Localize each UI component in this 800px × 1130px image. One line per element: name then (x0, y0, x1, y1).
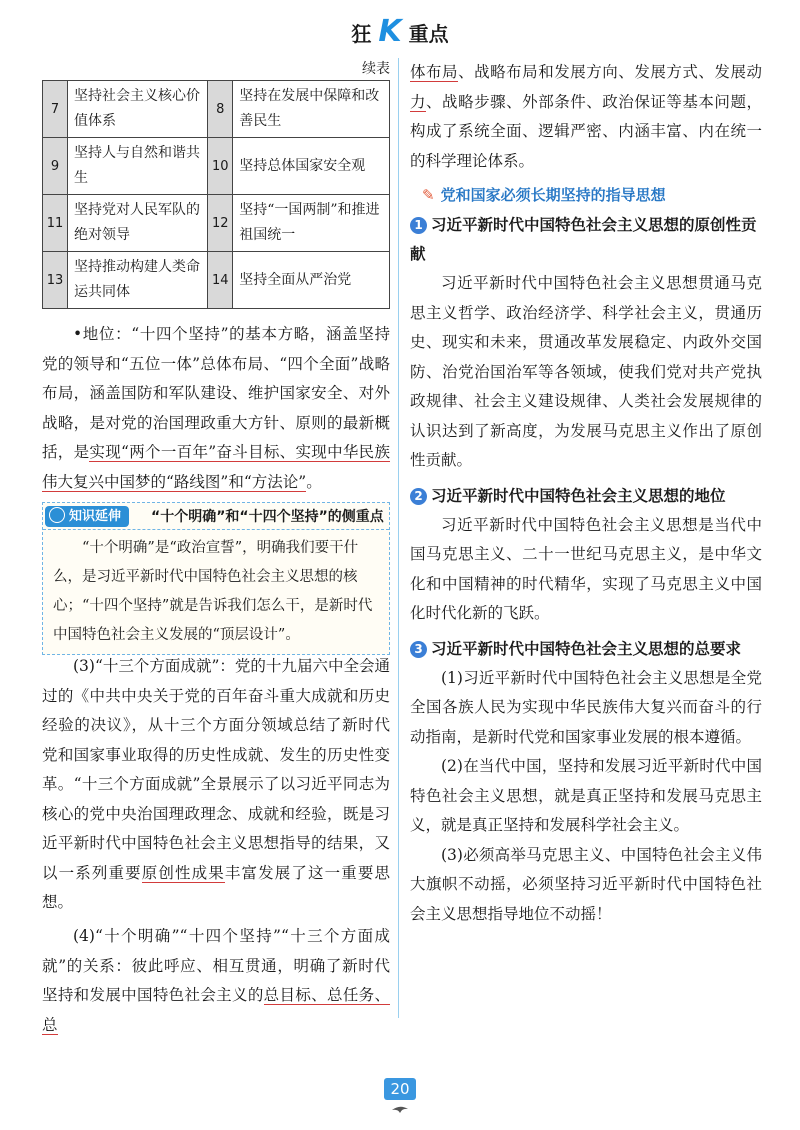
underlined-phrase: 总目标、总任务、总 (42, 986, 390, 1034)
right-column (410, 58, 762, 929)
table-cell-text: 坚持“一国两制”和推进祖国统一 (233, 195, 390, 252)
position-paragraph: 习近平新时代中国特色社会主义思想是当代中国马克思主义、二十一世纪马克思主义，是中华文化和中国精神的时代精华，实现了马克思主义中国化时代化新的飞跃。 (410, 515, 762, 622)
number-badge: 2 (410, 488, 427, 505)
table-cell-number: 9 (43, 138, 68, 195)
item-heading-3: 3 习近平新时代中国特色社会主义思想的总要求 (410, 635, 762, 664)
header-title-pre: 狂 (351, 22, 372, 46)
knowledge-extension-tag: 知识延伸 (45, 506, 129, 527)
achievements-paragraph: (3)“十三个方面成就”：党的十九届六中全会通过的《中共中央关于党的百年奋斗重大成就和历史经验的决议》，从十三个方面分领域总结了新时代党和国家事业取得的历史性成就、发生的历史性变革。“十三个方面成就”全景展示了以习近平同志为核心的党中央治国理政理念、成就和经验，既是习近平新时代中国特色社会主义思想指导的结果，又以一系列重要原创性成果丰富发展了这一重要思想。 (42, 657, 390, 911)
item-heading-1: 1 习近平新时代中国特色社会主义思想的原创性贡献 (410, 216, 757, 263)
table-cell-text: 坚持推动构建人类命运共同体 (68, 252, 208, 309)
table-cell-number: 11 (43, 195, 68, 252)
item-heading-2: 2 习近平新时代中国特色社会主义思想的地位 (410, 482, 762, 511)
underlined-phrase: 体布局 (410, 63, 459, 81)
column-divider (398, 58, 399, 1018)
table-cell-number: 7 (43, 81, 68, 138)
lightbulb-icon (49, 507, 65, 523)
continued-label: 续表 (362, 61, 390, 77)
requirement-2: (2)在当代中国，坚持和发展习近平新时代中国特色社会主义思想，就是真正坚持和发展马克思主义，就是真正坚持和发展科学社会主义。 (410, 757, 762, 834)
status-paragraph: •地位：“十四个坚持”的基本方略，涵盖坚持党的领导和“五位一体”总体布局、“四个全面”战略布局，涵盖国防和军队建设、维护国家安全、对外战略，是对党的治国理政重大方针、原则的最新概括，是实现“两个一百年”奋斗目标、实现中华民族伟大复兴中国梦的“路线图”和“方法论”。 (42, 325, 390, 491)
requirement-3: (3)必须高举马克思主义、中国特色社会主义伟大旗帜不动摇，必须坚持习近平新时代中国特色社会主义思想指导地位不动摇！ (410, 845, 762, 923)
number-badge: 3 (410, 641, 427, 658)
table-cell-number: 13 (43, 252, 68, 309)
continued-paragraph: 体布局、战略布局和发展方向、发展方式、发展动力、战略步骤、外部条件、政治保证等基本问题，构成了系统全面、逻辑严密、内涵丰富、内在统一的科学理论体系。 (410, 63, 762, 170)
table-row (43, 81, 390, 138)
page-header (0, 14, 800, 49)
table-row (43, 138, 390, 195)
table-cell-number: 12 (208, 195, 233, 252)
contribution-paragraph: 习近平新时代中国特色社会主义思想贯通马克思主义哲学、政治经济学、科学社会主义，贯通历史、现实和未来，贯通改革发展稳定、内政外交国防、治党治国治军等各领域，使我们党对共产党执政规律、社会主义建设规律、人类社会发展规律的认识达到了新高度，为发展马克思主义作出了原创性贡献。 (410, 274, 762, 469)
underlined-phrase: 实现“两个一百年”奋斗目标、实现中华民族伟大复兴中国梦的“路线图”和“方法论” (42, 443, 390, 491)
table-cell-number: 10 (208, 138, 233, 195)
relationship-paragraph: (4)“十个明确”“十四个坚持”“十三个方面成就”的关系：彼此呼应、相互贯通，明确了新时代坚持和发展中国特色社会主义的总目标、总任务、总 (42, 927, 390, 1034)
table-cell-text: 坚持人与自然和谐共生 (68, 138, 208, 195)
pencil-icon: ✎ (422, 186, 435, 204)
number-badge: 1 (410, 217, 427, 234)
table-cell-number: 14 (208, 252, 233, 309)
table-row (43, 252, 390, 309)
table-cell-number: 8 (208, 81, 233, 138)
knowledge-extension-box (42, 502, 390, 655)
table-cell-text: 坚持党对人民军队的绝对领导 (68, 195, 208, 252)
page-number: 20 (384, 1078, 416, 1100)
knowledge-extension-body: “十个明确”是“政治宣誓”，明确我们要干什么，是习近平新时代中国特色社会主义思想的核心；“十四个坚持”就是告诉我们怎么干，是新时代中国特色社会主义发展的“顶层设计”。 (53, 540, 373, 643)
principles-table (42, 80, 390, 309)
knowledge-extension-title: “十个明确”和“十四个坚持”的侧重点 (151, 509, 384, 525)
table-row (43, 195, 390, 252)
underlined-phrase: 力 (410, 92, 427, 111)
table-cell-text: 坚持社会主义核心价值体系 (68, 81, 208, 138)
page-ornament-icon (390, 1104, 410, 1114)
table-cell-text: 坚持全面从严治党 (233, 252, 390, 309)
underlined-phrase: 原创性成果 (141, 863, 225, 882)
header-k-logo: K (378, 14, 402, 49)
table-cell-text: 坚持在发展中保障和改善民生 (233, 81, 390, 138)
table-cell-text: 坚持总体国家安全观 (233, 138, 390, 195)
requirement-1: (1)习近平新时代中国特色社会主义思想是全党全国各族人民为实现中华民族伟大复兴而奋斗的行动指南，是新时代党和国家事业发展的根本遵循。 (410, 668, 762, 746)
header-title-post: 重点 (408, 22, 449, 46)
section-heading: ✎ 党和国家必须长期坚持的指导思想 (422, 186, 666, 204)
